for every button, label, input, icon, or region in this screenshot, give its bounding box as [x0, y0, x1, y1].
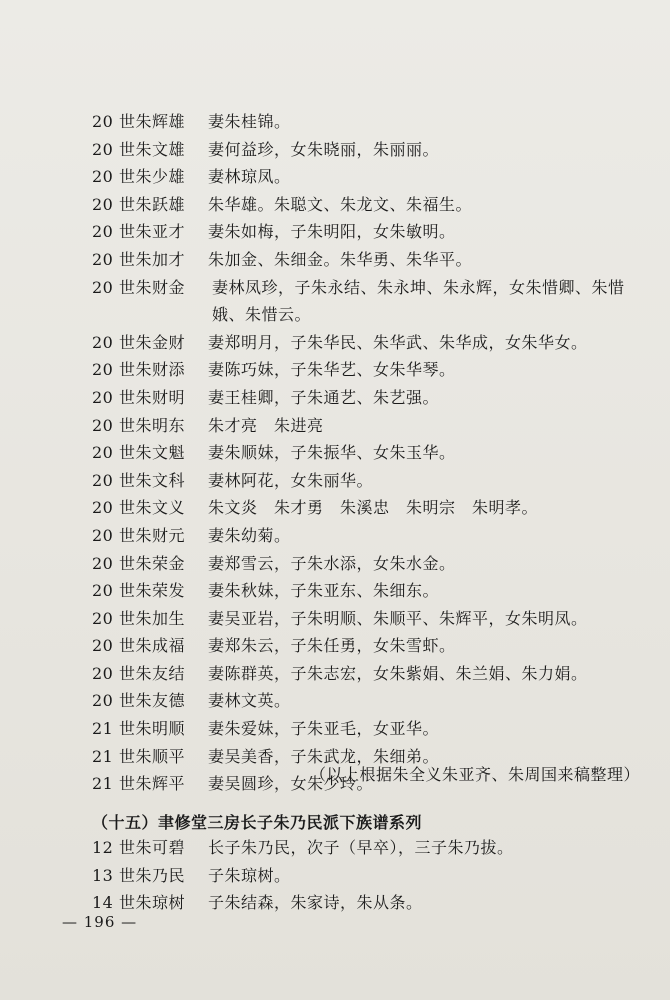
list-item — [92, 274, 652, 329]
generation-name: 20 世朱成福 — [92, 636, 185, 656]
entry-description: 朱文炎 朱才勇 朱溪忠 朱明宗 朱明孝。 — [208, 498, 539, 518]
generation-name: 20 世朱友结 — [92, 663, 185, 683]
generation-name: 20 世朱金财 — [92, 332, 185, 352]
generation-name: 21 世朱顺平 — [92, 746, 185, 766]
generation-name: 20 世朱跃雄 — [92, 194, 185, 214]
list-item — [92, 577, 652, 605]
generation-name: 20 世朱文科 — [92, 470, 185, 490]
source-note: （以上根据朱全义朱亚齐、朱周国来稿整理） — [309, 765, 640, 784]
genealogy-list-section-15 — [92, 834, 652, 917]
generation-name: 20 世朱少雄 — [92, 167, 185, 187]
entry-description: 妻朱顺妹，子朱振华、女朱玉华。 — [208, 443, 456, 463]
generation-name: 12 世朱可碧 — [92, 838, 185, 857]
list-item — [92, 834, 652, 862]
list-item — [92, 550, 652, 578]
entry-description: 长子朱乃民，次子（早卒），三子朱乃拔。 — [208, 838, 514, 857]
entry-description: 妻何益珍，女朱晓丽，朱丽丽。 — [208, 139, 440, 159]
entry-description: 妻朱秋妹，子朱亚东、朱细东。 — [208, 581, 440, 601]
entry-description: 妻朱爱妹，子朱亚毛，女亚华。 — [208, 719, 440, 739]
generation-name: 20 世朱荣发 — [92, 581, 185, 601]
genealogy-list — [92, 108, 652, 798]
generation-name: 21 世朱明顺 — [92, 719, 185, 739]
list-item — [92, 136, 652, 164]
entry-description: 朱加金、朱细金。朱华勇、朱华平。 — [208, 249, 473, 269]
list-item — [92, 660, 652, 688]
generation-name: 20 世朱财明 — [92, 387, 185, 407]
generation-name: 20 世朱文雄 — [92, 139, 185, 159]
generation-name: 21 世朱辉平 — [92, 774, 185, 794]
list-item — [92, 246, 652, 274]
list-item — [92, 384, 652, 412]
entry-description: 妻吴亚岩，子朱明顺、朱顺平、朱辉平，女朱明凤。 — [208, 608, 588, 628]
list-item — [92, 494, 652, 522]
entry-description: 妻吴美香，子朱武龙，朱细弟。 — [208, 746, 440, 766]
entry-description: 妻朱幼菊。 — [208, 525, 291, 545]
entry-description: 妻郑朱云，子朱任勇，女朱雪虾。 — [208, 636, 456, 656]
entry-description: 妻郑明月，子朱华民、朱华武、朱华成，女朱华女。 — [208, 332, 588, 352]
list-item — [92, 329, 652, 357]
list-item — [92, 356, 652, 384]
generation-name: 20 世朱辉雄 — [92, 112, 185, 131]
entry-description: 妻陈群英，子朱志宏，女朱紫娟、朱兰娟、朱力娟。 — [208, 663, 588, 683]
list-item — [92, 108, 652, 136]
list-item — [92, 862, 652, 890]
generation-name: 20 世朱明东 — [92, 415, 185, 435]
entry-description: 妻朱桂锦。 — [208, 112, 291, 131]
generation-name: 20 世朱荣金 — [92, 553, 185, 573]
generation-name: 20 世朱友德 — [92, 691, 185, 711]
list-item — [92, 889, 652, 917]
generation-name: 20 世朱加生 — [92, 608, 185, 628]
entry-description: 妻陈巧妹，子朱华艺、女朱华琴。 — [208, 360, 456, 380]
list-item — [92, 715, 652, 743]
section-title: （十五）聿修堂三房长子朱乃民派下族谱系列 — [92, 813, 423, 832]
generation-name: 20 世朱财金 — [92, 277, 185, 297]
entry-description: 子朱琼树。 — [208, 865, 291, 885]
list-item — [92, 605, 652, 633]
list-item — [92, 687, 652, 715]
entry-description: 子朱结森，朱家诗，朱从条。 — [208, 893, 423, 913]
generation-name: 20 世朱财添 — [92, 360, 185, 380]
entry-description: 妻林文英。 — [208, 691, 291, 711]
entry-description: 妻郑雪云，子朱水添，女朱水金。 — [208, 553, 456, 573]
generation-name: 20 世朱亚才 — [92, 222, 185, 242]
list-item — [92, 467, 652, 495]
list-item — [92, 412, 652, 440]
list-item — [92, 218, 652, 246]
entry-description: 妻朱如梅，子朱明阳，女朱敏明。 — [208, 222, 456, 242]
generation-name: 20 世朱文魁 — [92, 443, 185, 463]
entry-description: 妻林凤珍，子朱永结、朱永坤、朱永辉，女朱惜卿、朱惜娥、朱惜云。 — [212, 277, 625, 325]
entry-description: 朱才亮 朱进亮 — [208, 415, 324, 435]
entry-description: 妻王桂卿，子朱通艺、朱艺强。 — [208, 387, 440, 407]
list-item — [92, 632, 652, 660]
generation-name: 20 世朱加才 — [92, 249, 185, 269]
entry-description: 妻林阿花，女朱丽华。 — [208, 470, 374, 490]
generation-name: 14 世朱琼树 — [92, 893, 185, 913]
generation-name: 20 世朱文义 — [92, 498, 185, 518]
entry-description: 朱华雄。朱聪文、朱龙文、朱福生。 — [208, 194, 473, 214]
list-item — [92, 191, 652, 219]
list-item — [92, 439, 652, 467]
list-item — [92, 522, 652, 550]
generation-name: 13 世朱乃民 — [92, 865, 185, 885]
entry-description: 妻吴圆珍，女朱少玲。 — [208, 774, 374, 794]
generation-name: 20 世朱财元 — [92, 525, 185, 545]
page-number: — 196 — — [62, 913, 138, 931]
entry-description: 妻林琼凤。 — [208, 167, 291, 187]
list-item — [92, 163, 652, 191]
